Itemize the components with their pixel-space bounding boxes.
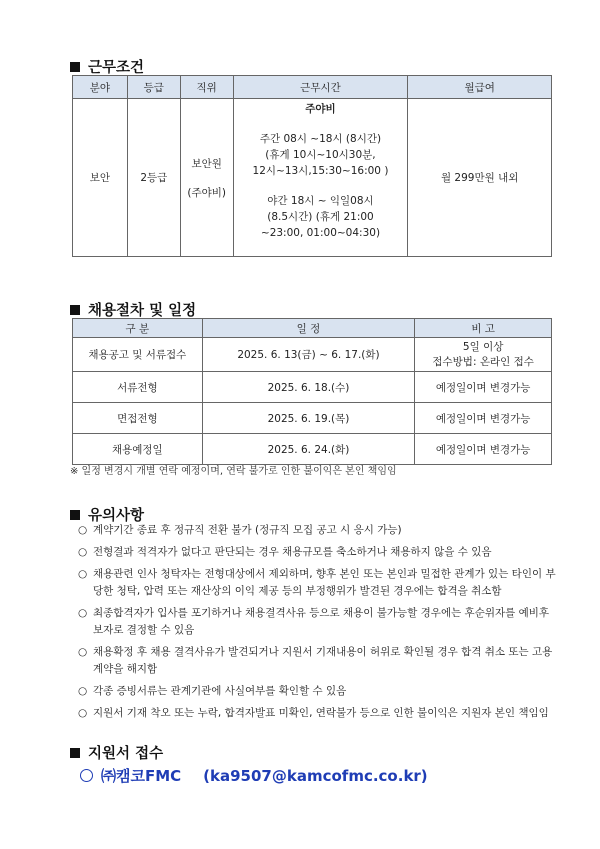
notice-text: 계약기간 종료 후 정규직 전환 불가 (정규직 모집 공고 시 응시 가능): [93, 524, 402, 536]
circle-bullet-icon: [80, 769, 93, 782]
circle-bullet-icon: ○: [78, 546, 88, 558]
list-item: [78, 544, 556, 561]
hours-cell: [233, 99, 408, 257]
table-row: [73, 338, 552, 372]
remark-cell: 예정일이며 변경가능: [415, 372, 552, 403]
header-salary: 월급여: [408, 76, 552, 99]
notice-text: 채용확정 후 채용 결격사유가 발견되거나 지원서 기재내용이 허위로 확인될 경우 합격 취소 또는 고용계약을 해지함: [93, 646, 553, 675]
circle-bullet-icon: ○: [78, 568, 88, 580]
header-position: 직위: [180, 76, 233, 99]
grade-cell: 2등급: [127, 99, 180, 257]
circle-bullet-icon: ○: [78, 524, 88, 536]
circle-bullet-icon: ○: [78, 646, 88, 658]
conditions-table: [72, 75, 552, 257]
list-item: [78, 644, 556, 678]
remark-line-1: 5일 이상: [462, 340, 504, 353]
notice-text: 최종합격자가 입사를 포기하거나 채용결격사유 등으로 채용이 불가능할 경우에는 후순위자를 예비후보자로 결정할 수 있음: [93, 607, 550, 636]
circle-bullet-icon: ○: [78, 607, 88, 619]
date-cell: 2025. 6. 19.(목): [202, 403, 415, 434]
square-bullet-icon: [70, 305, 80, 315]
list-item: [78, 605, 556, 639]
hours-day-line-1: 주간 08시 ~18시 (8시간): [259, 133, 382, 145]
list-item: [78, 705, 556, 722]
notice-text: 전형결과 적격자가 없다고 판단되는 경우 채용규모를 축소하거나 채용하지 않을 수 있음: [93, 546, 492, 558]
hours-title: 주야비: [305, 103, 336, 115]
date-cell: 2025. 6. 18.(수): [202, 372, 415, 403]
stage-cell: 서류전형: [73, 372, 203, 403]
list-item: [78, 566, 556, 600]
schedule-note: ※ 일정 변경시 개별 연락 예정이며, 연락 불가로 인한 불이익은 본인 책임임: [70, 466, 397, 477]
header-stage: 구 분: [73, 319, 203, 338]
circle-bullet-icon: ○: [78, 685, 88, 697]
section-title-conditions: [70, 56, 144, 77]
position-cell: [180, 99, 233, 257]
date-cell: 2025. 6. 24.(화): [202, 434, 415, 465]
section-title-text: 근무조건: [88, 60, 145, 76]
square-bullet-icon: [70, 62, 80, 72]
section-title-text: 유의사항: [88, 508, 145, 524]
contact-email[interactable]: (ka9507@kamcofmc.co.kr): [203, 766, 428, 785]
hours-day-line-3: 12시~13시,15:30~16:00 ): [252, 165, 389, 177]
remark-cell: 예정일이며 변경가능: [415, 403, 552, 434]
header-grade: 등급: [127, 76, 180, 99]
table-row: [73, 403, 552, 434]
field-cell: 보안: [73, 99, 128, 257]
position-note: (주야비): [187, 186, 226, 199]
stage-cell: 채용공고 및 서류접수: [73, 338, 203, 372]
stage-cell: 면접전형: [73, 403, 203, 434]
section-title-text: 채용절차 및 일정: [88, 303, 197, 319]
hours-night-line-1: 야간 18시 ~ 익일08시: [267, 195, 374, 207]
square-bullet-icon: [70, 748, 80, 758]
remark-cell: [415, 338, 552, 372]
header-date: 일 정: [202, 319, 415, 338]
table-row: [73, 434, 552, 465]
notice-list: [78, 522, 556, 727]
table-header-row: [73, 76, 552, 99]
table-row: [73, 372, 552, 403]
list-item: [78, 683, 556, 700]
header-hours: 근무시간: [233, 76, 408, 99]
section-title-schedule: [70, 299, 196, 320]
header-field: 분야: [73, 76, 128, 99]
remark-cell: 예정일이며 변경가능: [415, 434, 552, 465]
notice-text: 채용관련 인사 청탁자는 전형대상에서 제외하며, 향후 본인 또는 본인과 밀접한 관계가 있는 타인이 부당한 청탁, 압력 또는 재산상의 이익 제공 등의 부정행위가 발견된 경우에는 합격을 취소함: [93, 568, 556, 597]
notice-text: 지원서 기재 착오 또는 누락, 합격자발표 미확인, 연락불가 등으로 인한 불이익은 지원자 본인 책임임: [93, 707, 549, 719]
remark-line-2: 접수방법: 온라인 접수: [432, 355, 534, 368]
section-title-application: [70, 742, 163, 763]
table-header-row: [73, 319, 552, 338]
position-text: 보안원: [191, 157, 222, 170]
company-name: ㈜캠코FMC: [101, 767, 182, 785]
schedule-table: [72, 318, 552, 465]
list-item: [78, 522, 556, 539]
hours-night-line-3: ~23:00, 01:00~04:30): [260, 227, 381, 239]
application-contact: [80, 765, 428, 786]
date-cell: 2025. 6. 13(금) ~ 6. 17.(화): [202, 338, 415, 372]
stage-cell: 채용예정일: [73, 434, 203, 465]
circle-bullet-icon: ○: [78, 707, 88, 719]
hours-day-line-2: (휴게 10시~10시30분,: [265, 149, 376, 161]
salary-cell: 월 299만원 내외: [408, 99, 552, 257]
hours-night-line-2: (8.5시간) (휴게 21:00: [267, 211, 374, 223]
notice-text: 각종 증빙서류는 관계기관에 사실여부를 확인할 수 있음: [93, 685, 347, 697]
header-remark: 비 고: [415, 319, 552, 338]
square-bullet-icon: [70, 510, 80, 520]
table-row: [73, 99, 552, 257]
section-title-text: 지원서 접수: [88, 746, 164, 762]
